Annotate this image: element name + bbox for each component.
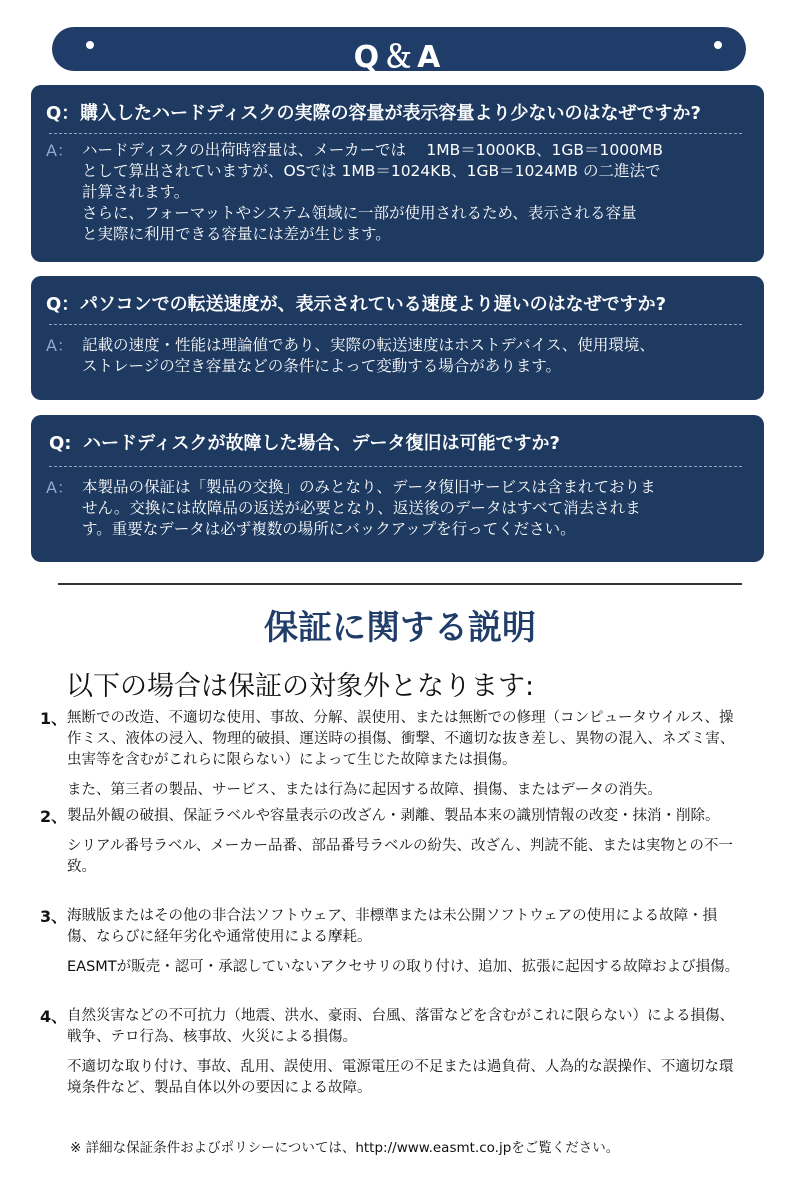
item-extra: また、第三者の製品、サービス、または行為に起因する故障、損傷、またはデータの消失。 xyxy=(67,782,662,798)
item-text: 無断での改造、不適切な使用、事故、分解、誤使用、または無断での修理（コンピュータウイルス、操作ミス、液体の浸入、物理的破損、運送時の損傷、衝撃、不適切な抜き差し、異物の混入、ネズミ害、虫害等を含むがこれらに限らない）によって生じた故障または損傷。 xyxy=(67,710,735,768)
item-number: 2、 xyxy=(40,807,68,826)
warranty-item xyxy=(40,906,745,978)
item-extra: 不適切な取り付け、事故、乱用、誤使用、電源電圧の不足または過負荷、人為的な誤操作、不適切な環境条件など、製品自体以外の要因による故障。 xyxy=(67,1059,734,1096)
answer-line: ストレージの空き容量などの条件によって変動する場合があります。 xyxy=(82,357,561,375)
item-text: 海賊版またはその他の非合法ソフトウェア、非標準または未公開ソフトウェアの使用による故障・損傷、ならびに経年劣化や通常使用による摩耗。 xyxy=(67,908,718,945)
answer-tag: A： xyxy=(46,141,73,160)
warranty-item xyxy=(40,1006,745,1099)
answer xyxy=(46,140,744,245)
question xyxy=(49,429,560,455)
warranty-item xyxy=(40,708,745,801)
question xyxy=(46,290,666,316)
answer-tag: A： xyxy=(46,478,73,497)
answer-line: 本製品の保証は「製品の交換」のみとなり、データ復旧サービスは含まれておりま xyxy=(82,478,656,496)
answer xyxy=(46,477,744,540)
qa-title: Q＆A xyxy=(353,40,445,75)
section-divider xyxy=(58,583,742,585)
answer-line: 記載の速度・性能は理論値であり、実際の転送速度はホストデバイス、使用環境、 xyxy=(82,336,655,354)
answer-line: 計算されます。 xyxy=(82,183,190,201)
dashed-separator xyxy=(49,324,742,325)
item-extra: EASMTが販売・認可・承認していないアクセサリの取り付け、追加、拡張に起因する故障および損傷。 xyxy=(67,959,740,975)
qa-card-speed xyxy=(31,276,764,400)
answer-line: さらに、フォーマットやシステム領域に一部が使用されるため、表示される容量 xyxy=(82,204,637,222)
item-number: 4、 xyxy=(40,1007,68,1026)
qa-card-capacity xyxy=(31,85,764,262)
item-text: 製品外観の破損、保証ラベルや容量表示の改ざん・剥離、製品本来の識別情報の改変・抹消・削除。 xyxy=(67,808,720,824)
answer-tag: A： xyxy=(46,336,73,355)
bullet-dot-icon xyxy=(714,41,722,49)
question-tag: Q： xyxy=(46,294,80,315)
item-extra: シリアル番号ラベル、メーカー品番、部品番号ラベルの紛失、改ざん、判読不能、または実物との不一致。 xyxy=(67,838,733,875)
warranty-title: 保証に関する説明 xyxy=(264,608,536,648)
dashed-separator xyxy=(49,466,742,467)
answer-line: す。重要なデータは必ず複数の場所にバックアップを行ってください。 xyxy=(82,520,576,538)
qa-header-banner xyxy=(52,27,746,75)
warranty-item xyxy=(40,806,745,878)
question-tag: Q： xyxy=(46,103,80,124)
item-number: 1、 xyxy=(40,709,68,728)
warranty-footnote: ※ 詳細な保証条件およびポリシーについては、http://www.easmt.co.jpをご覧ください。 xyxy=(70,1140,620,1156)
dashed-separator xyxy=(49,133,742,134)
item-number: 3、 xyxy=(40,907,68,926)
question-text: 購入したハードディスクの実際の容量が表示容量より少ないのはなぜですか? xyxy=(80,103,701,124)
question-text: ハードディスクが故障した場合、データ復旧は可能ですか? xyxy=(83,433,560,454)
warranty-subtitle: 以下の場合は保証の対象外となります: xyxy=(66,671,535,702)
answer-line: として算出されていますが、OSでは 1MB＝1024KB、1GB＝1024MB の二進法で xyxy=(82,162,661,180)
question-text: パソコンでの転送速度が、表示されている速度より遅いのはなぜですか? xyxy=(80,294,667,315)
question-tag: Q: xyxy=(49,433,72,454)
qa-card-recovery xyxy=(31,415,764,562)
item-text: 自然災害などの不可抗力（地震、洪水、豪雨、台風、落雷などを含むがこれに限らない）による損傷、戦争、テロ行為、核事故、火災による損傷。 xyxy=(67,1008,734,1045)
question xyxy=(46,99,701,125)
answer-line: ハードディスクの出荷時容量は、メーカーでは 1MB＝1000KB、1GB＝1000MB xyxy=(82,141,663,159)
answer-line: と実際に利用できる容量には差が生じます。 xyxy=(82,225,391,243)
answer xyxy=(46,335,744,377)
answer-line: せん。交換には故障品の返送が必要となり、返送後のデータはすべて消去されま xyxy=(82,499,641,517)
